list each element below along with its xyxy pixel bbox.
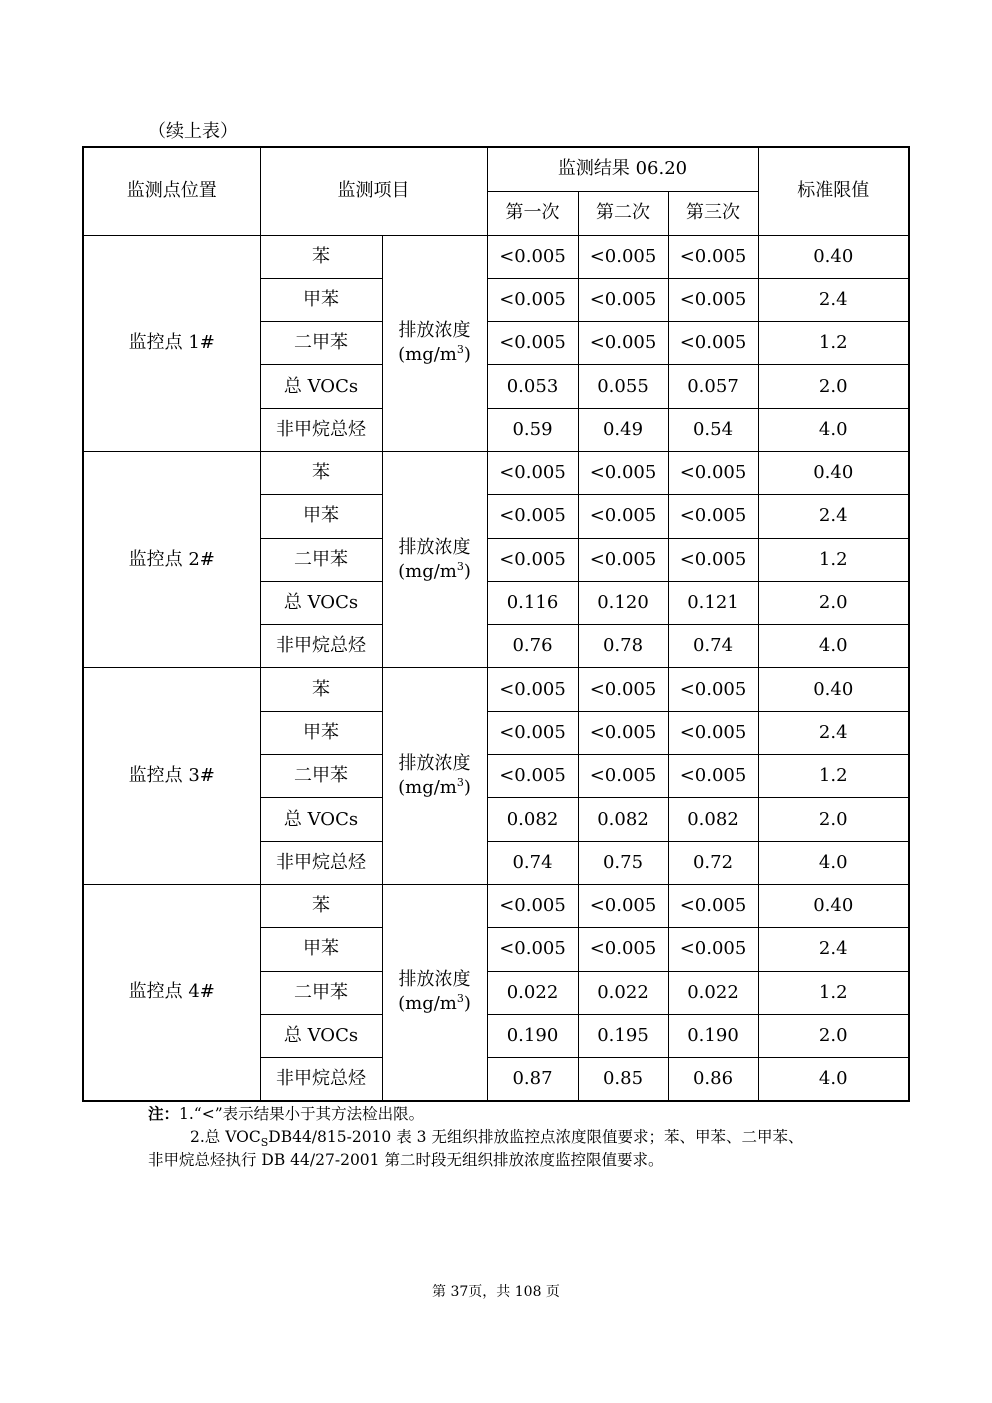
item-cell: 总 VOCs: [260, 581, 382, 624]
result-cell-run-1: 0.053: [487, 365, 578, 408]
item-cell: 二甲苯: [260, 538, 382, 581]
note-line-3: [148, 1149, 868, 1172]
table-caption: （续上表）: [148, 121, 238, 142]
limit-cell: 4.0: [758, 841, 909, 884]
item-cell: 甲苯: [260, 278, 382, 321]
result-cell-run-3: 0.72: [668, 841, 758, 884]
location-cell: 监控点 1#: [83, 235, 260, 451]
limit-cell: 4.0: [758, 408, 909, 451]
note-line-1: [148, 1102, 868, 1126]
unit-line1: 排放浓度: [398, 320, 471, 342]
result-cell-run-3: <0.005: [668, 928, 758, 971]
location-cell: 监控点 4#: [83, 884, 260, 1100]
note-2-sub: S: [260, 1136, 269, 1150]
item-cell: 甲苯: [260, 928, 382, 971]
result-cell-run-1: 0.116: [487, 581, 578, 624]
item-cell: 二甲苯: [260, 755, 382, 798]
result-cell-run-2: <0.005: [578, 884, 668, 927]
item-cell: 二甲苯: [260, 971, 382, 1014]
result-cell-run-1: <0.005: [487, 278, 578, 321]
result-cell-run-2: 0.85: [578, 1058, 668, 1101]
result-cell-run-3: 0.86: [668, 1058, 758, 1101]
location-cell: 监控点 3#: [83, 668, 260, 884]
result-cell-run-1: <0.005: [487, 668, 578, 711]
table-row: [83, 235, 909, 278]
item-cell: 苯: [260, 668, 382, 711]
unit-prefix: (mg/m: [398, 560, 457, 582]
result-cell-run-3: 0.190: [668, 1014, 758, 1057]
result-cell-run-3: <0.005: [668, 322, 758, 365]
limit-cell: 0.40: [758, 668, 909, 711]
header-run-2: 第二次: [578, 191, 668, 235]
result-cell-run-3: <0.005: [668, 884, 758, 927]
header-run-3: 第三次: [668, 191, 758, 235]
result-cell-run-2: 0.022: [578, 971, 668, 1014]
unit-line2: [383, 776, 487, 800]
limit-cell: 4.0: [758, 1058, 909, 1101]
result-cell-run-3: <0.005: [668, 755, 758, 798]
result-cell-run-1: 0.74: [487, 841, 578, 884]
limit-cell: 1.2: [758, 971, 909, 1014]
result-cell-run-1: <0.005: [487, 322, 578, 365]
header-run-1: 第一次: [487, 191, 578, 235]
result-cell-run-1: <0.005: [487, 928, 578, 971]
header-result-group: 监测结果 06.20: [487, 147, 758, 191]
unit-sup: 3: [456, 776, 464, 790]
limit-cell: 1.2: [758, 538, 909, 581]
result-cell-run-3: 0.057: [668, 365, 758, 408]
unit-line1: 排放浓度: [398, 969, 471, 991]
limit-cell: 1.2: [758, 755, 909, 798]
note-2-cont: 非甲烷总烃执行 DB 44/27-2001 第二时段无组织排放浓度监控限值要求。: [148, 1151, 664, 1169]
table-row: [83, 451, 909, 494]
result-cell-run-1: <0.005: [487, 711, 578, 754]
unit-sup: 3: [456, 559, 464, 573]
result-cell-run-3: 0.022: [668, 971, 758, 1014]
result-cell-run-1: <0.005: [487, 538, 578, 581]
result-cell-run-3: <0.005: [668, 668, 758, 711]
result-cell-run-3: <0.005: [668, 495, 758, 538]
result-cell-run-3: 0.121: [668, 581, 758, 624]
item-cell: 甲苯: [260, 495, 382, 538]
result-cell-run-2: 0.78: [578, 625, 668, 668]
result-cell-run-3: <0.005: [668, 451, 758, 494]
table-row: [83, 668, 909, 711]
unit-cell: [382, 668, 487, 884]
unit-suffix: ): [463, 344, 471, 366]
result-cell-run-2: 0.195: [578, 1014, 668, 1057]
result-cell-run-3: <0.005: [668, 235, 758, 278]
unit-prefix: (mg/m: [398, 344, 457, 366]
result-cell-run-2: <0.005: [578, 235, 668, 278]
location-cell: 监控点 2#: [83, 451, 260, 667]
unit-suffix: ): [463, 993, 471, 1015]
item-cell: 非甲烷总烃: [260, 1058, 382, 1101]
result-cell-run-3: <0.005: [668, 711, 758, 754]
table-row: [83, 884, 909, 927]
result-cell-run-2: 0.75: [578, 841, 668, 884]
note-1: 1.“<”表示结果小于其方法检出限。: [179, 1105, 425, 1123]
result-cell-run-2: <0.005: [578, 928, 668, 971]
header-standard: 标准限值: [758, 147, 909, 235]
limit-cell: 2.4: [758, 928, 909, 971]
result-cell-run-3: 0.74: [668, 625, 758, 668]
result-cell-run-3: <0.005: [668, 538, 758, 581]
result-cell-run-3: 0.082: [668, 798, 758, 841]
item-cell: 总 VOCs: [260, 365, 382, 408]
header-item: 监测项目: [260, 147, 487, 235]
result-cell-run-1: <0.005: [487, 235, 578, 278]
unit-line2: [383, 343, 487, 367]
result-cell-run-1: 0.082: [487, 798, 578, 841]
limit-cell: 2.0: [758, 365, 909, 408]
unit-sup: 3: [456, 992, 464, 1006]
unit-suffix: ): [463, 560, 471, 582]
limit-cell: 2.0: [758, 798, 909, 841]
limit-cell: 2.4: [758, 278, 909, 321]
monitoring-results-table: [82, 146, 910, 1102]
limit-cell: 0.40: [758, 235, 909, 278]
unit-cell: [382, 884, 487, 1100]
limit-cell: 1.2: [758, 322, 909, 365]
header-location: 监测点位置: [83, 147, 260, 235]
result-cell-run-1: <0.005: [487, 495, 578, 538]
unit-cell: [382, 235, 487, 451]
item-cell: 二甲苯: [260, 322, 382, 365]
result-cell-run-2: 0.055: [578, 365, 668, 408]
result-cell-run-2: 0.49: [578, 408, 668, 451]
note-2-rest: DB44/815-2010 表 3 无组织排放监控点浓度限值要求；苯、甲苯、二甲苯、: [268, 1128, 804, 1146]
result-cell-run-3: <0.005: [668, 278, 758, 321]
item-cell: 苯: [260, 884, 382, 927]
item-cell: 总 VOCs: [260, 1014, 382, 1057]
result-cell-run-2: <0.005: [578, 278, 668, 321]
result-cell-run-1: 0.87: [487, 1058, 578, 1101]
result-cell-run-2: <0.005: [578, 538, 668, 581]
item-cell: 非甲烷总烃: [260, 625, 382, 668]
note-2-prefix: 2.总 VOC: [190, 1128, 261, 1146]
result-cell-run-3: 0.54: [668, 408, 758, 451]
unit-line1: 排放浓度: [398, 753, 471, 775]
result-cell-run-1: 0.59: [487, 408, 578, 451]
result-cell-run-2: <0.005: [578, 755, 668, 798]
limit-cell: 2.0: [758, 1014, 909, 1057]
result-cell-run-2: <0.005: [578, 451, 668, 494]
unit-prefix: (mg/m: [398, 993, 457, 1015]
result-cell-run-2: <0.005: [578, 495, 668, 538]
unit-line2: [383, 560, 487, 584]
limit-cell: 2.0: [758, 581, 909, 624]
unit-line2: [383, 992, 487, 1016]
result-cell-run-1: 0.190: [487, 1014, 578, 1057]
item-cell: 非甲烷总烃: [260, 408, 382, 451]
unit-cell: [382, 451, 487, 667]
result-cell-run-1: <0.005: [487, 451, 578, 494]
limit-cell: 4.0: [758, 625, 909, 668]
result-cell-run-1: 0.022: [487, 971, 578, 1014]
result-cell-run-1: <0.005: [487, 884, 578, 927]
notes: [148, 1102, 868, 1172]
limit-cell: 2.4: [758, 711, 909, 754]
item-cell: 总 VOCs: [260, 798, 382, 841]
unit-line1: 排放浓度: [398, 536, 471, 558]
result-cell-run-2: <0.005: [578, 668, 668, 711]
result-cell-run-2: 0.082: [578, 798, 668, 841]
item-cell: 非甲烷总烃: [260, 841, 382, 884]
note-line-2: [148, 1126, 868, 1149]
unit-sup: 3: [456, 343, 464, 357]
item-cell: 苯: [260, 451, 382, 494]
limit-cell: 0.40: [758, 451, 909, 494]
table-body: [83, 235, 909, 1101]
result-cell-run-2: <0.005: [578, 711, 668, 754]
notes-label: 注：: [148, 1104, 180, 1123]
result-cell-run-1: 0.76: [487, 625, 578, 668]
unit-suffix: ): [463, 777, 471, 799]
result-cell-run-1: <0.005: [487, 755, 578, 798]
limit-cell: 2.4: [758, 495, 909, 538]
page-footer: 第 37页，共 108 页: [432, 1284, 560, 1300]
item-cell: 甲苯: [260, 711, 382, 754]
item-cell: 苯: [260, 235, 382, 278]
unit-prefix: (mg/m: [398, 777, 457, 799]
limit-cell: 0.40: [758, 884, 909, 927]
result-cell-run-2: 0.120: [578, 581, 668, 624]
result-cell-run-2: <0.005: [578, 322, 668, 365]
